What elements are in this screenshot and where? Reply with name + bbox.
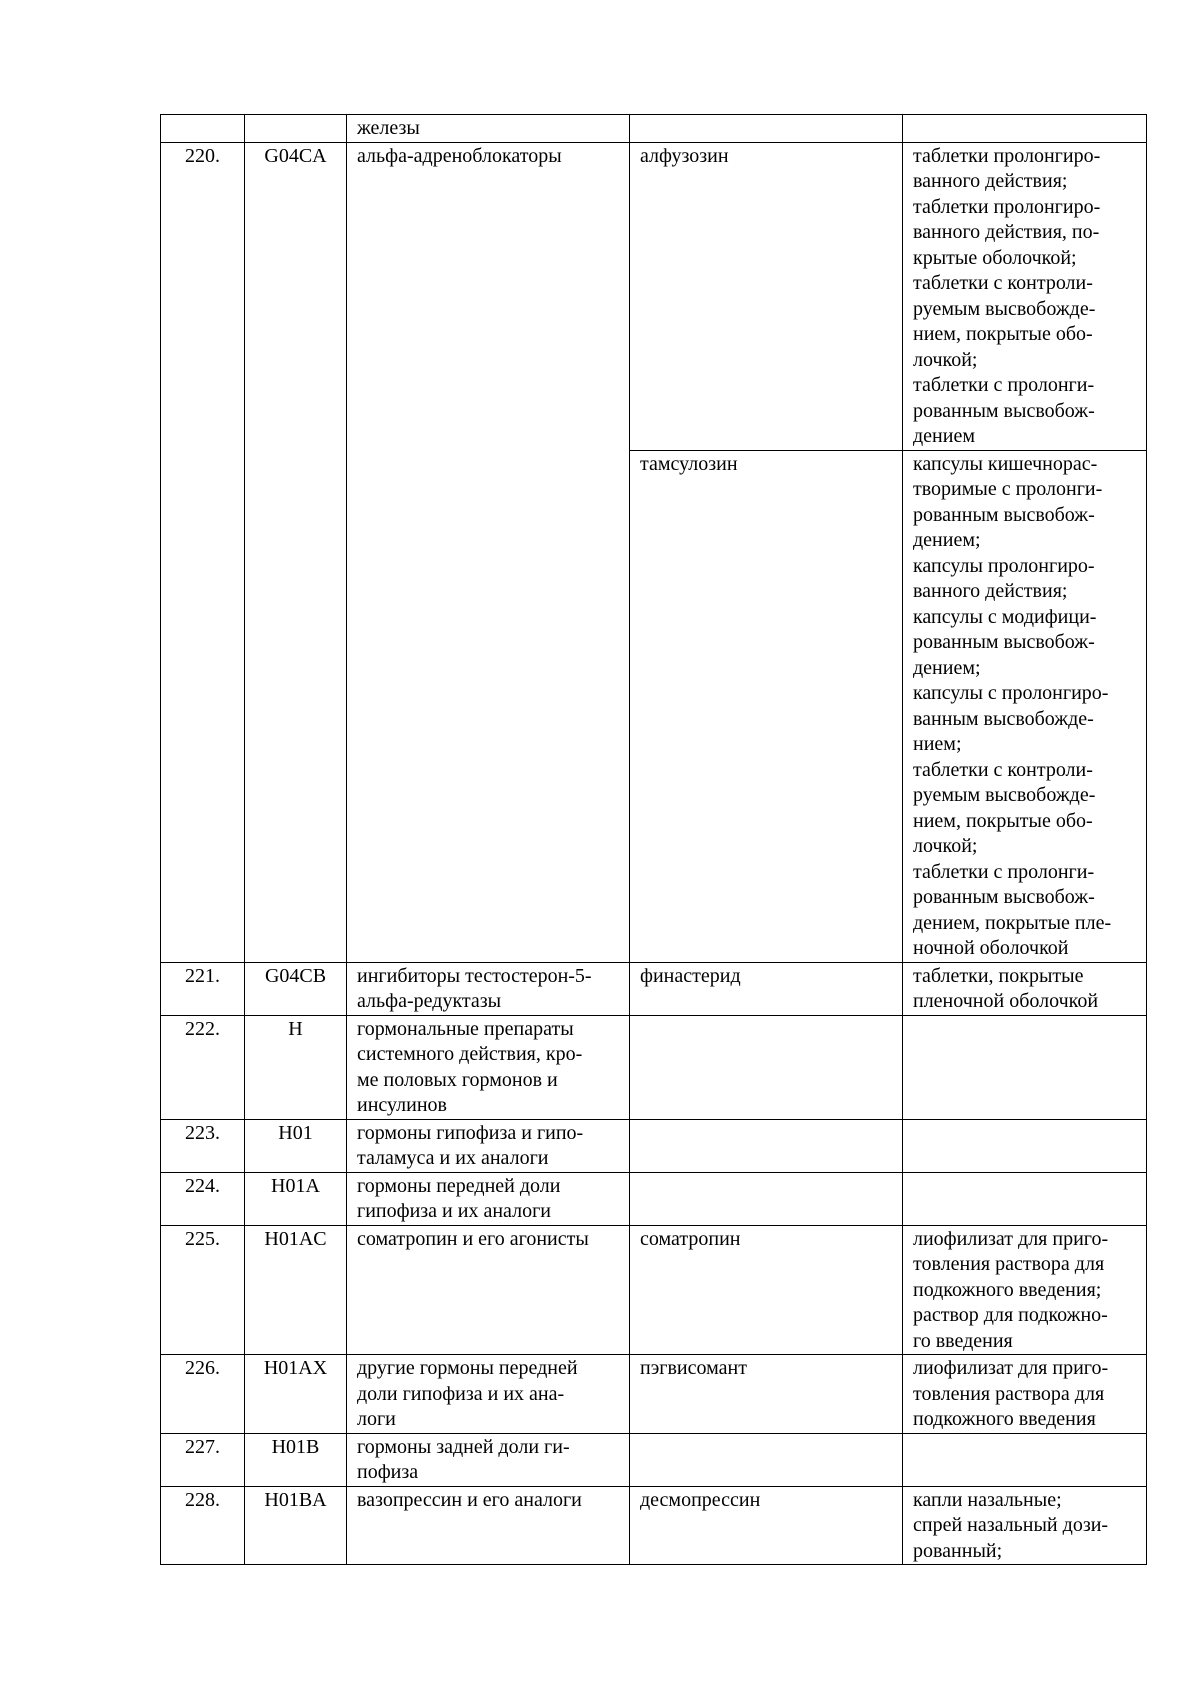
drug-cell [630,1015,903,1119]
form-line: творимые с пролонги- [913,478,1103,500]
group-text: соматропин и его агонисты [357,1227,589,1250]
row-number: 223. [185,1121,220,1144]
group-cell [347,1172,630,1225]
row-number-cell [161,115,245,143]
row-number-cell [161,1172,245,1225]
atc-code-cell [245,1355,347,1434]
row-number-cell [161,1119,245,1172]
row-number: 222. [185,1017,220,1040]
form-line: руемым высвобожде- [913,784,1096,806]
form-line: рованным высвобож- [913,631,1095,653]
atc-code: H01A [271,1174,320,1197]
drug-cell [630,450,903,962]
form-line: ванного действия; [913,170,1068,192]
forms-cell [903,1225,1147,1355]
group-text: пофиза [357,1461,419,1483]
atc-code-cell [245,1486,347,1565]
form-line: капсулы с пролонгиро- [913,682,1109,704]
row-number-cell [161,142,245,962]
group-cell [347,1355,630,1434]
forms-cell [903,1486,1147,1565]
row-number: 226. [185,1357,220,1379]
atc-code-cell [245,1119,347,1172]
table-row [161,1225,1147,1355]
group-text: системного действия, кро- [357,1043,583,1065]
atc-code: H [288,1017,303,1040]
group-text: инсулинов [357,1094,447,1116]
drug-cell [630,115,903,143]
forms-cell [903,1119,1147,1172]
form-line: пленочной оболочкой [913,990,1099,1012]
drug-name: десмопрессин [640,1488,761,1511]
atc-code: H01AX [263,1357,328,1379]
row-number: 225. [185,1227,220,1250]
group-cell [347,1119,630,1172]
group-cell [347,1433,630,1486]
form-line: крытые оболочкой; [913,246,1077,269]
drug-name: тамсулозин [640,452,738,475]
atc-code-cell [245,115,347,143]
form-line: ванного действия, по- [913,221,1100,243]
form-line: дением; [913,656,981,679]
form-line: ванным высвобожде- [913,707,1094,730]
table-row [161,1119,1147,1172]
group-text: ингибиторы тестостерон-5- [357,964,592,987]
drug-table [160,114,1147,1565]
form-line: рованным высвобож- [913,399,1095,422]
form-line: лиофилизат для приго- [913,1357,1109,1379]
form-line: таблетки с пролонги- [913,374,1095,396]
form-line: дением; [913,529,981,551]
group-text: гормональные препараты [357,1017,574,1040]
forms-cell [903,1433,1147,1486]
row-number: 220. [185,144,220,167]
form-line: лочкой; [913,835,978,857]
drug-cell [630,1433,903,1486]
form-line: раствор для подкожно- [913,1304,1108,1326]
form-line: подкожного введения [913,1408,1096,1430]
form-line: дением, покрытые пле- [913,911,1112,934]
form-line: го введения [913,1329,1013,1352]
group-text: ме половых гормонов и [357,1068,558,1091]
atc-code: G04CB [264,964,327,987]
group-cell [347,1225,630,1355]
group-text: гормоны задней доли ги- [357,1435,570,1458]
form-line: ночной оболочкой [913,937,1069,959]
form-line: рованным высвобож- [913,886,1095,908]
form-line: таблетки с контроли- [913,272,1093,294]
form-line: ванного действия; [913,580,1068,602]
atc-code-cell [245,142,347,962]
group-cell [347,962,630,1015]
forms-cell [903,1355,1147,1434]
form-line: таблетки с контроли- [913,758,1093,781]
form-line: товления раствора для [913,1253,1105,1275]
drug-cell [630,1172,903,1225]
form-line: капсулы кишечнорас- [913,452,1098,475]
form-line: лиофилизат для приго- [913,1227,1109,1250]
form-line: таблетки, покрытые [913,964,1084,987]
row-number-cell [161,1225,245,1355]
row-number: 221. [185,964,220,987]
table-row [161,1486,1147,1565]
group-text: доли гипофиза и их ана- [357,1382,565,1405]
form-line: спрей назальный дози- [913,1514,1109,1536]
form-line: капсулы пролонгиро- [913,554,1095,577]
table-row [161,1172,1147,1225]
atc-code-cell [245,1015,347,1119]
form-line: лочкой; [913,348,978,371]
table-row [161,1015,1147,1119]
group-cell [347,1486,630,1565]
form-line: рованный; [913,1539,1003,1562]
drug-name: соматропин [640,1227,741,1250]
forms-cell [903,1015,1147,1119]
drug-cell [630,962,903,1015]
table-row [161,142,1147,450]
group-text: таламуса и их аналоги [357,1147,549,1169]
row-number: 228. [185,1488,220,1511]
group-text: гормоны передней доли [357,1174,561,1197]
form-line: таблетки пролонгиро- [913,195,1101,218]
table-row [161,1433,1147,1486]
drug-cell [630,1119,903,1172]
drug-cell [630,142,903,450]
row-number-cell [161,1355,245,1434]
row-number: 227. [185,1435,220,1458]
atc-code-cell [245,1172,347,1225]
group-text: логи [357,1408,396,1430]
group-text: вазопрессин и его аналоги [357,1488,582,1511]
form-line: руемым высвобожде- [913,297,1096,320]
form-line: подкожного введения; [913,1278,1102,1301]
form-line: нием, покрытые обо- [913,809,1093,832]
forms-cell [903,142,1147,450]
atc-code-cell [245,1433,347,1486]
row-number-cell [161,962,245,1015]
group-text: альфа-адреноблокаторы [357,144,562,167]
row-number-cell [161,1486,245,1565]
group-text: альфа-редуктазы [357,990,502,1012]
atc-code: H01AC [264,1227,327,1250]
drug-cell [630,1225,903,1355]
forms-cell [903,962,1147,1015]
group-text: гормоны гипофиза и гипо- [357,1121,584,1144]
form-line: товления раствора для [913,1382,1105,1405]
form-line: капсулы с модифици- [913,605,1097,628]
group-text: другие гормоны передней [357,1357,578,1379]
drug-name: алфузозин [640,144,729,167]
forms-cell [903,1172,1147,1225]
atc-code-cell [245,1225,347,1355]
atc-code: G04CA [264,144,327,167]
form-line: дением [913,425,975,447]
atc-code: H01B [271,1435,320,1458]
drug-cell [630,1486,903,1565]
row-number: 224. [185,1174,220,1197]
atc-code: H01 [278,1121,313,1144]
row-number-cell [161,1015,245,1119]
table-row [161,962,1147,1015]
group-text: гипофиза и их аналоги [357,1200,551,1222]
form-line: капли назальные; [913,1488,1062,1511]
form-line: таблетки с пролонги- [913,860,1095,883]
form-line: рованным высвобож- [913,503,1095,526]
drug-name: пэгвисомант [640,1357,747,1379]
table-row [161,115,1147,143]
form-line: нием; [913,733,962,755]
group-cell [347,142,630,962]
group-cell [347,115,630,143]
forms-cell [903,450,1147,962]
forms-cell [903,115,1147,143]
table-row [161,1355,1147,1434]
drug-cell [630,1355,903,1434]
form-line: нием, покрытые обо- [913,323,1093,345]
drug-name: финастерид [640,964,741,987]
form-line: таблетки пролонгиро- [913,144,1101,167]
atc-code: H01BA [264,1488,327,1511]
atc-code-cell [245,962,347,1015]
group-cell [347,1015,630,1119]
row-number-cell [161,1433,245,1486]
group-text: железы [357,117,420,139]
